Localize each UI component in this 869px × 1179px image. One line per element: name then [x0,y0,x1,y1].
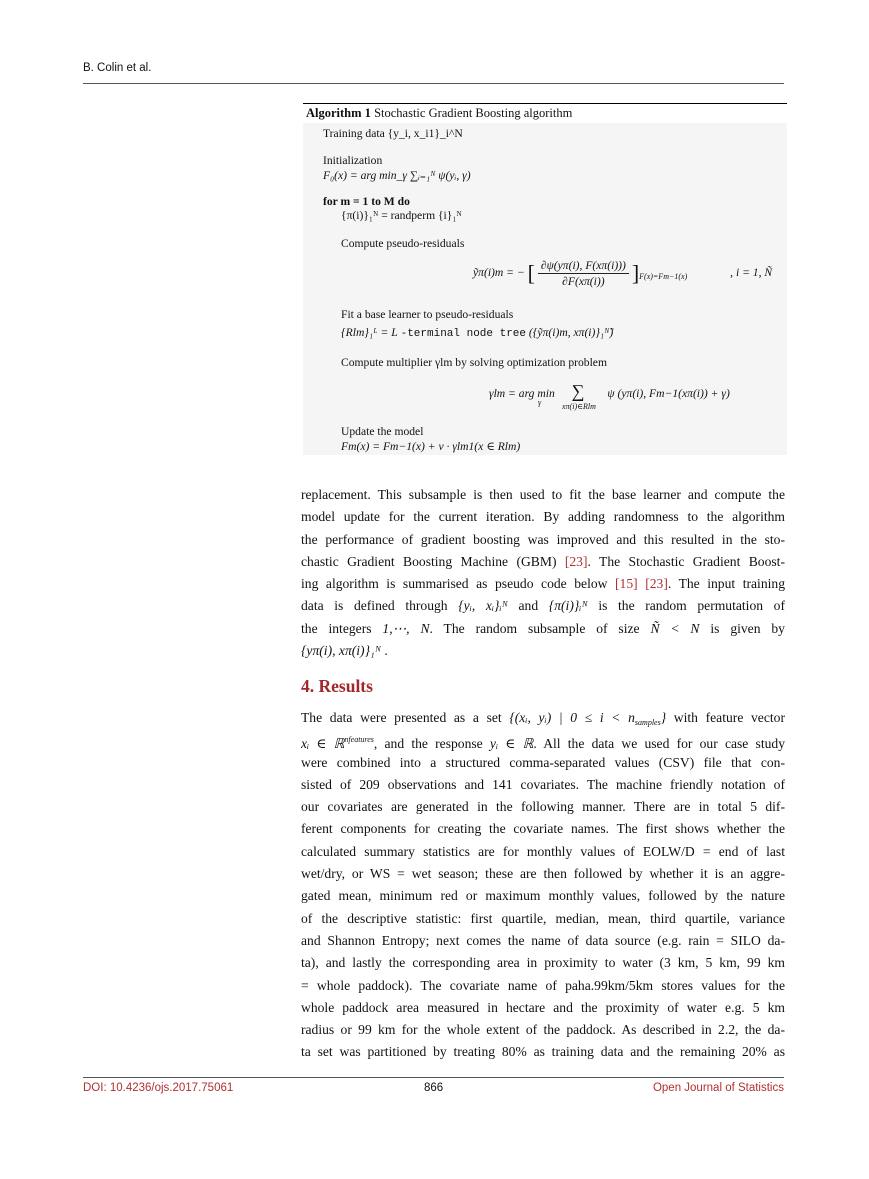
pseudo-denominator: ∂F(xπ(i)) [562,275,605,288]
p1-line: model update for the current iteration. By adding randomness to the algorithm [301,509,785,525]
algo-pseudo-label: Compute pseudo-residuals [341,237,465,250]
algorithm-title-text: Stochastic Gradient Boosting algorithm [374,106,573,120]
p2-line: ta), and lastly the corresponding area in proximity to water (3 km, 5 km, 99 km [301,955,785,971]
p2-line: radius or 99 km for the whole extent of the paddock. As described in 2.2, the da- [301,1022,785,1038]
p1-line: ing algorithm is summarised as pseudo code below [15] [23]. The input training [301,576,785,592]
p2-line: sisted of 209 observations and 141 covariates. The machine friendly notation of [301,776,785,792]
p2-line: calculated summary statistics are for monthly values of EOLW/D = end of last [301,843,785,859]
p2-line: wet/dry, or WS = wet season; these are then followed by whether it is an aggre- [301,866,785,882]
algo-fit-label: Fit a base learner to pseudo-residuals [341,308,514,321]
algo-update-eq: Fm(x) = Fm−1(x) + ν · γlm1(x ∈ Rlm) [341,440,521,453]
pseudo-numerator: ∂ψ(yπ(i), F(xπ(i))) [538,259,629,274]
pseudo-lhs: ỹπ(i)m = − [473,266,525,280]
citation-link[interactable]: [15] [615,576,638,592]
header-rule [83,83,784,84]
algorithm-body [303,123,787,455]
p1-line: chastic Gradient Boosting Machine (GBM) [23]. The Stochastic Gradient Boost- [301,553,785,569]
p2-line: xᵢ ∈ ℝ$^{nfeatures}$, and the response yᵢ ∈ ℝ. All the data we used for our case study [301,735,785,752]
p2-line: our covariates are generated in the following manner. There are in total 5 dif- [301,799,785,815]
algo-training-data: Training data {y_i, x_i1}_i^N [323,127,463,140]
algo-update-label: Update the model [341,425,424,438]
running-head [83,62,151,74]
citation-link[interactable]: [23] [645,576,668,592]
p1-line: data is defined through {yᵢ, xᵢ}ᵢᴺ and {π(i)}ᵢᴺ is the random permutation of [301,598,785,614]
algo-mult-label: Compute multiplier γlm by solving optimization problem [341,356,607,369]
algorithm-number: Algorithm 1 [306,106,371,120]
algo-mult-eq: γlm = arg min ∑ ψ (yπ(i), Fm−1(xπ(i)) + γ) [489,381,730,401]
p2-line: = whole paddock). The covariate name of paha.99km/5km stores values for the [301,977,785,993]
p1-line: the integers 1,⋯, N. The random subsample of size Ñ < N is given by [301,620,785,636]
algo-pseudo-eq: ỹπ(i)m = − [ $\frac{\partial\psi(y\pi(i), F(x\pi(i)))}{\partial F(x\pi(i))}$ ]$_{F(x)=Fm-1(x)}$ , i = 1, Ñ [473,259,773,288]
p1-line: replacement. This subsample is then used to fit the base learner and compute the [301,487,785,502]
page-number: 866 [424,1082,444,1094]
p2-line: gated mean, minimum red or maximum monthly values, followed by the nature [301,888,785,904]
section-heading: 4. Results [301,676,373,696]
p2-line: ferent components for creating the covariate names. The first shows whether the [301,821,785,837]
running-head-author: B. Colin et al. [83,62,152,74]
algo-mult-sub: γ [538,398,542,407]
footer-rule [83,1077,784,1078]
paragraph-2 [301,707,785,1064]
algorithm-box [303,103,787,455]
p2-line: The data were presented as a set {(xᵢ, yᵢ) | $0 \le i < n_{samples}$} with feature vector [301,710,785,727]
algo-mult-sum-sub: xπ(i)∈Rlm [562,402,596,411]
p1-line: the performance of gradient boosting was improved and this resulted in the sto- [301,531,785,547]
doi-link[interactable]: DOI: 10.4236/ojs.2017.75061 [83,1082,234,1094]
algo-init-label: Initialization [323,154,383,167]
pseudo-fraction [538,259,629,288]
citation-link[interactable]: [23] [564,553,588,569]
algo-init-eq: F₀(x) = arg min_γ ∑ᵢ₌₁ᴺ ψ(yᵢ, γ) [323,169,471,182]
algo-for-line: for m = 1 to M do [323,195,410,208]
algo-randperm: {π(i)}₁ᴺ = randperm {i}₁ᴺ [341,209,462,222]
p2-line: were combined into a structured comma-separated values (CSV) file that con- [301,754,785,770]
pseudo-range: , i = 1, Ñ [730,266,773,280]
p2-line: ta set was partitioned by treating 80% as training data and the remaining 20% as [301,1044,785,1060]
pseudo-condition: F(x)=Fm−1(x) [639,272,688,282]
paragraph-1 [301,484,785,666]
algorithm-title [303,104,787,124]
p1-line: {yπ(i), xπ(i)}₁ᴺ . [301,643,388,659]
p2-line: whole paddock area measured in hectare and the proximity of water e.g. 5 km [301,999,785,1015]
journal-link[interactable]: Open Journal of Statistics [652,1082,784,1094]
p2-line: of the descriptive statistic: first quartile, median, mean, third quartile, variance [301,910,785,926]
algo-fit-eq: {Rlm}₁ᴸ = L -terminal node tree ({ỹπ(i)m, xπ(i)}₁ᴺ̃) [341,326,614,340]
p2-line: and Shannon Entropy; next comes the name of data source (e.g. rain = SILO da- [301,932,785,948]
